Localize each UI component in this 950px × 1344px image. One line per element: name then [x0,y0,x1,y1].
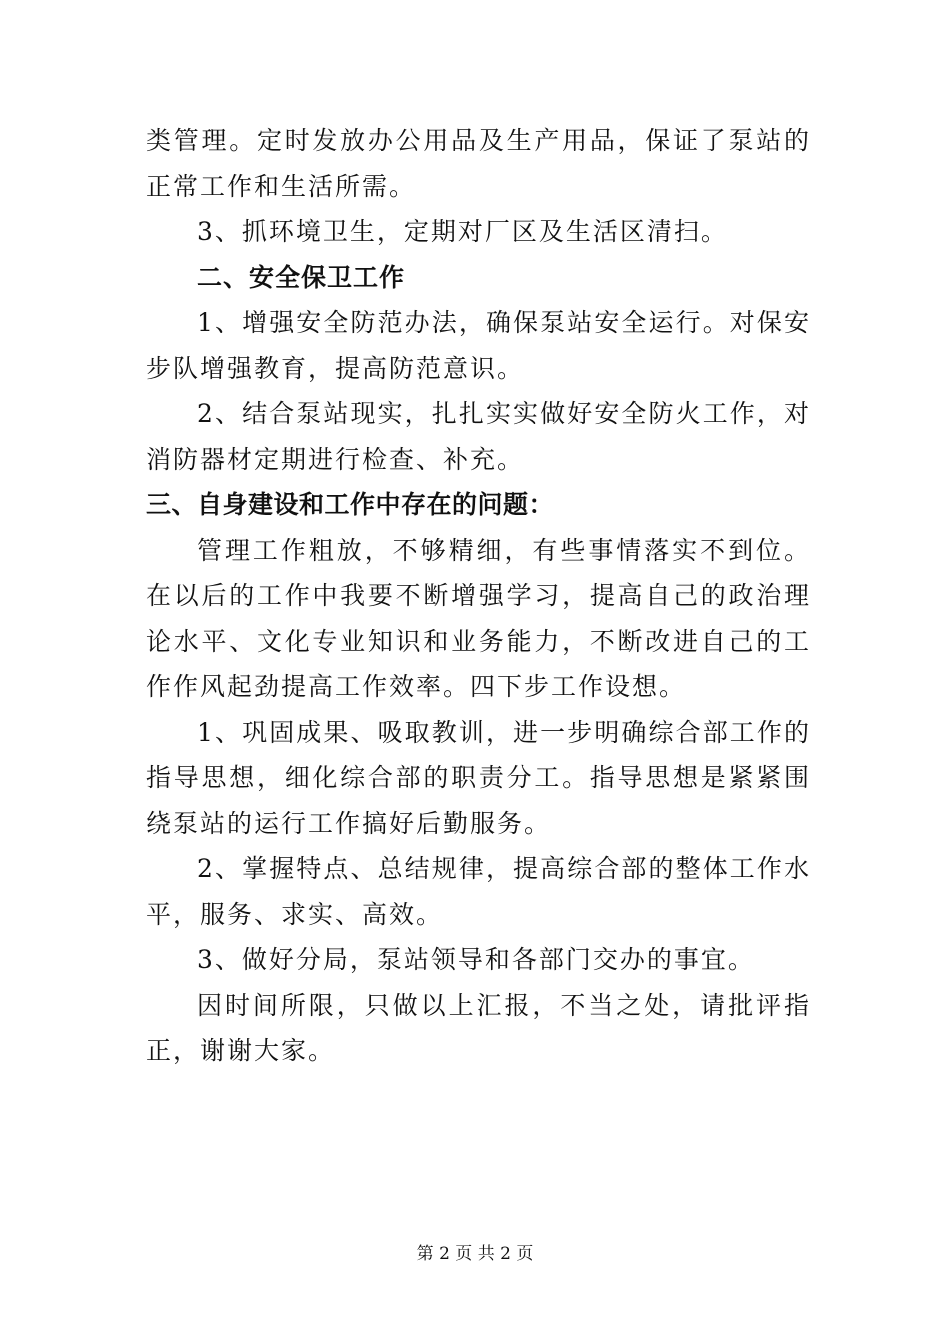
paragraph-grasp-characteristics: 2、掌握特点、总结规律，提高综合部的整体工作水平，服务、求实、高效。 [146,854,811,929]
paragraph-assigned-tasks: 3、做好分局，泵站领导和各部门交办的事宜。 [197,945,755,974]
page-footer: 第 2 页 共 2 页 [416,1244,534,1264]
paragraph-sanitation: 3、抓环境卫生，定期对厂区及生活区清扫。 [197,217,728,246]
paragraph-closing: 因时间所限，只做以上汇报，不当之处，请批评指正，谢谢大家。 [146,990,811,1065]
paragraph-security-measures: 1、增强安全防范办法，确保泵站安全运行。对保安步队增强教育，提高防范意识。 [146,308,811,383]
document-body [146,118,811,1074]
heading-security-work: 二、安全保卫工作 [197,262,406,292]
paragraph-fire-safety: 2、结合泵站现实，扎扎实实做好安全防火工作，对消防器材定期进行检查、补充。 [146,399,811,474]
paragraph-management-issues: 管理工作粗放，不够精细，有些事情落实不到位。在以后的工作中我要不断增强学习，提高自己的政治理论水平、文化专业知识和业务能力，不断改进自己的工作作风起劲提高工作效率。四下步工作设想。 [146,535,811,701]
paragraph-office-supplies: 类管理。定时发放办公用品及生产用品，保证了泵站的正常工作和生活所需。 [146,126,811,201]
heading-self-problems: 三、自身建设和工作中存在的问题： [146,490,555,519]
paragraph-consolidate-results: 1、巩固成果、吸取教训，进一步明确综合部工作的指导思想，细化综合部的职责分工。指导思想是紧紧围绕泵站的运行工作搞好后勤服务。 [146,717,811,838]
